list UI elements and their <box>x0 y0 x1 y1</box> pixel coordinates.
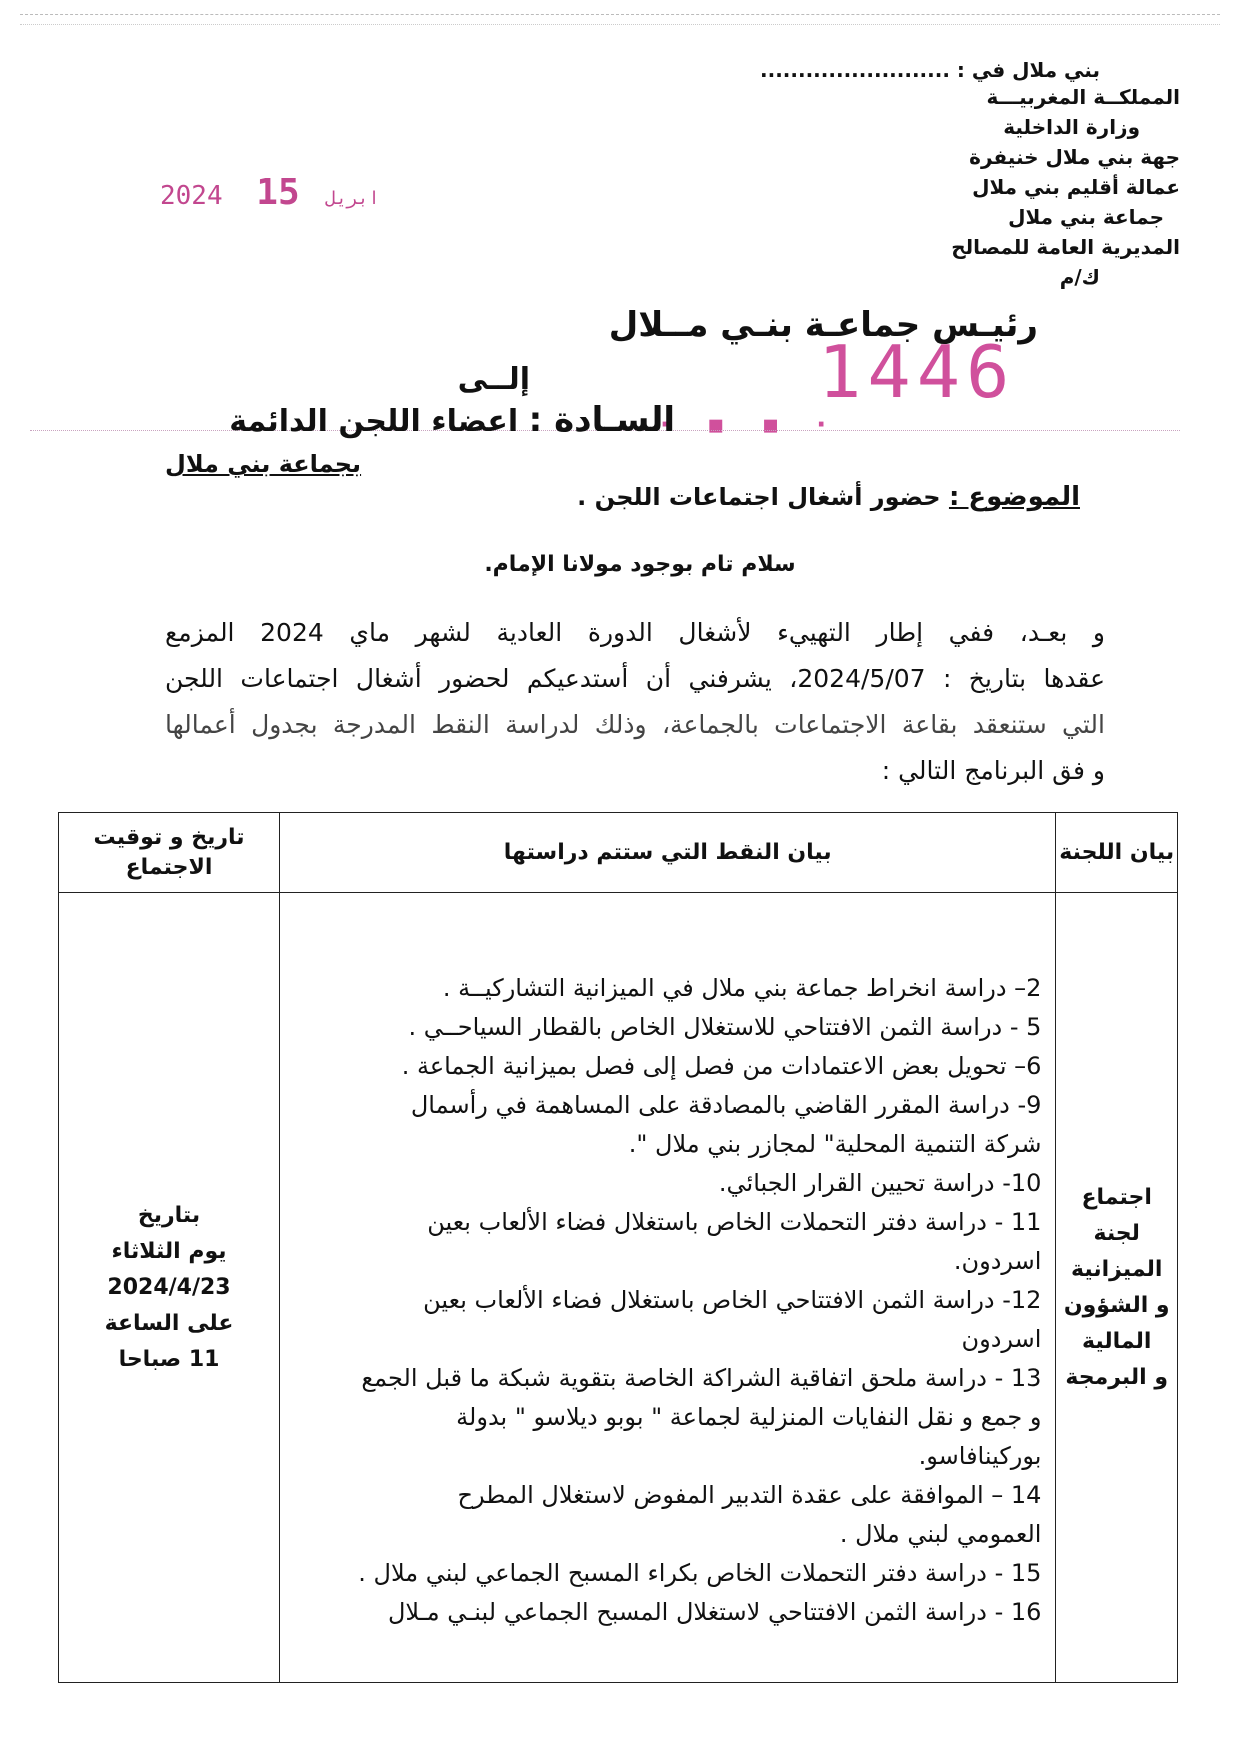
header-committee: بيان اللجنة <box>1056 813 1178 893</box>
letterhead <box>850 82 1180 292</box>
letterhead-line: ك/م <box>1059 265 1100 289</box>
stamp-day: 15 <box>256 172 300 213</box>
datetime-line: على الساعة <box>104 1310 234 1336</box>
agenda-item: 16 - دراسة الثمن الافتتاحي لاستغلال المسبح الجماعي لبنـي مـلال <box>387 1598 1042 1626</box>
datetime-line: 2024/4/23 <box>107 1274 231 1300</box>
addressee-organization: بجماعة بني ملال <box>165 450 362 478</box>
sender-title: رئيـس جماعـة بنـي مــلال <box>608 305 1038 345</box>
header-datetime <box>59 813 280 893</box>
table-row <box>59 893 1178 1683</box>
addressee-label: السـادة : <box>528 400 675 440</box>
body-line: و بعـد، ففي إطار التهييء لأشغال الدورة العادية لشهر ماي 2024 المزمع <box>165 618 1105 647</box>
registration-number-stamp: 1446 <box>818 330 1016 414</box>
body-line: و فق البرنامج التالي : <box>881 756 1105 785</box>
place-date-line: بني ملال في : ......................... <box>760 58 1100 82</box>
agenda-item: 14 – الموافقة على عقدة التدبير المفوض لاستغلال المطرح <box>457 1481 1042 1509</box>
letterhead-line: جهة بني ملال خنيفرة <box>969 145 1180 169</box>
agenda-item: 2– دراسة انخراط جماعة بني ملال في الميزانية التشاركيــة . <box>442 974 1042 1002</box>
header-points: بيان النقط التي ستتم دراستها <box>280 813 1056 893</box>
agenda-item-cont: شركة التنمية المحلية" لمجازر بني ملال ". <box>628 1130 1042 1158</box>
committee-line: و البرمجة <box>1065 1364 1169 1390</box>
points-cell <box>280 893 1056 1683</box>
datetime-cell <box>59 893 280 1683</box>
agenda-item-cont: اسردون <box>961 1325 1042 1353</box>
agenda-item-cont: اسردون. <box>953 1247 1042 1275</box>
letterhead-line: وزارة الداخلية <box>1003 115 1140 139</box>
stamp-month: ابريل <box>325 188 380 209</box>
table-header-row <box>59 813 1178 893</box>
body-line: التي ستنعقد بقاعة الاجتماعات بالجماعة، وذلك لدراسة النقط المدرجة بجدول أعمالها <box>165 710 1105 739</box>
committee-line: الميزانية <box>1071 1256 1163 1282</box>
agenda-item: 5 - دراسة الثمن الافتتاحي للاستغلال الخاص بالقطار السياحــي . <box>408 1013 1042 1041</box>
datetime-line: بتاريخ <box>137 1202 201 1228</box>
datetime-line: 11 صباحا <box>118 1346 220 1372</box>
committee-line: اجتماع لجنة <box>1081 1184 1152 1246</box>
agenda-item: 12- دراسة الثمن الافتتاحي الخاص باستغلال فضاء الألعاب بعين <box>423 1286 1042 1314</box>
header-datetime-line: الاجتماع <box>125 855 213 880</box>
agenda-item: 11 - دراسة دفتر التحملات الخاص باستغلال فضاء الألعاب بعين <box>427 1208 1042 1236</box>
committee-cell <box>1056 893 1178 1683</box>
date-stamp <box>160 172 389 213</box>
subject-line <box>577 482 1080 512</box>
agenda-item: 6– تحويل بعض الاعتمادات من فصل إلى فصل بميزانية الجماعة . <box>401 1052 1042 1080</box>
datetime-line: يوم الثلاثاء <box>111 1238 227 1264</box>
addressee <box>165 400 675 440</box>
addressee-name: اعضاء اللجن الدائمة <box>229 404 519 439</box>
agenda-item: 15 - دراسة دفتر التحملات الخاص بكراء المسبح الجماعي لبني ملال . <box>358 1559 1042 1587</box>
letterhead-line: المملكــة المغربيـــة <box>986 85 1180 109</box>
subject-text: حضور أشغال اجتماعات اللجن . <box>577 483 941 511</box>
scan-edge-line-2 <box>20 24 1220 25</box>
agenda-item: 13 - دراسة ملحق اتفاقية الشراكة الخاصة بتقوية شبكة ما قبل الجمع <box>361 1364 1042 1392</box>
header-datetime-line: تاريخ و توقيت <box>93 825 245 850</box>
subject-label: الموضوع : <box>948 482 1080 512</box>
greeting: سلام تام بوجود مولانا الإمام. <box>484 552 796 577</box>
agenda-item-cont: العمومي لبني ملال . <box>839 1520 1042 1548</box>
to-label: إلــى <box>457 362 530 397</box>
committee-line: و الشؤون المالية <box>1063 1292 1170 1354</box>
agenda-item: 9- دراسة المقرر القاضي بالمصادقة على المساهمة في رأسمال <box>410 1091 1042 1119</box>
agenda-item-cont: بوركينافاسو. <box>918 1442 1042 1470</box>
agenda-item: 10- دراسة تحيين القرار الجبائي. <box>718 1169 1042 1197</box>
body-line: عقدها بتاريخ : 2024/5/07، يشرفني أن أستدعيكم لحضور أشغال اجتماعات اللجن <box>165 664 1105 693</box>
scan-edge-line <box>20 14 1220 15</box>
letterhead-line: المديرية العامة للمصالح <box>951 235 1180 259</box>
agenda-item-cont: و جمع و نقل النفايات المنزلية لجماعة " بوبو ديلاسو " بدولة <box>456 1403 1042 1431</box>
letter-body <box>165 610 1105 794</box>
stamp-marks: · ▪ ▪ · <box>660 410 841 440</box>
letterhead-line: عمالة أقليم بني ملال <box>972 175 1180 199</box>
letterhead-line: جماعة بني ملال <box>1008 205 1164 229</box>
program-table <box>58 812 1178 1683</box>
stamp-year: 2024 <box>160 181 223 211</box>
